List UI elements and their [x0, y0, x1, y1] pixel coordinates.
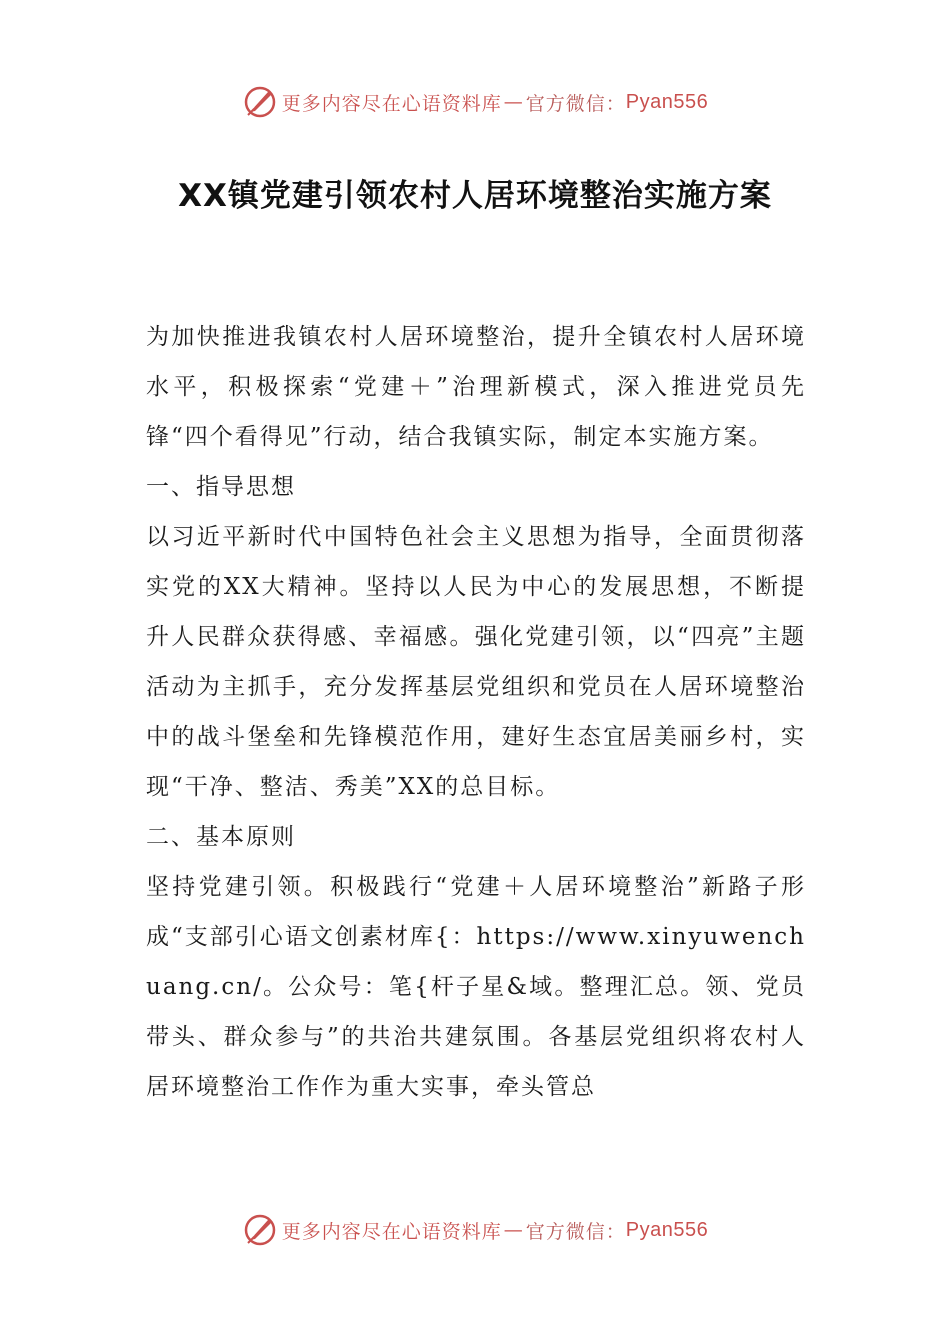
header-banner	[0, 80, 950, 124]
footer-banner	[0, 1208, 950, 1252]
banner-wechat-id: Pyan556	[625, 1218, 709, 1241]
banner-main-text: 更多内容尽在心语资料库	[281, 1220, 502, 1243]
section-heading-basic-principles: 二、基本原则	[146, 824, 296, 850]
banner-wechat-id: Pyan556	[625, 90, 709, 113]
document-title: XX镇党建引领农村人居环境整治实施方案	[178, 178, 772, 214]
document-body	[146, 312, 806, 1112]
quill-logo-icon	[242, 84, 278, 120]
banner-wechat-label: 官方微信：	[525, 1220, 626, 1243]
banner-wechat-label: 官方微信：	[525, 92, 626, 115]
guiding-thought-paragraph: 以习近平新时代中国特色社会主义思想为指导，全面贯彻落实党的XX大精神。坚持以人民为中心的发展思想，不断提升人民群众获得感、幸福感。强化党建引领，以“四亮”主题活动为主抓手，充分发挥基层党组织和党员在人居环境整治中的战斗堡垒和先锋模范作用，建好生态宜居美丽乡村，实现“干净、整洁、秀美”XX的总目标。	[146, 524, 806, 800]
banner-separator: —	[503, 91, 524, 113]
banner-main-text: 更多内容尽在心语资料库	[281, 92, 502, 115]
banner-separator: —	[503, 1219, 524, 1241]
section-heading-guiding-thought: 一、指导思想	[146, 474, 296, 500]
basic-principles-paragraph: 坚持党建引领。积极践行“党建＋人居环境整治”新路子形成“支部引心语文创素材库{：https://www.xinyuwenchuang.cn/。公众号：笔{杆子星&域。整理汇总。领、党员带头、群众参与”的共治共建氛围。各基层党组织将农村人居环境整治工作作为重大实事，牵头管总	[146, 874, 806, 1100]
quill-logo-icon	[242, 1212, 278, 1248]
intro-paragraph: 为加快推进我镇农村人居环境整治，提升全镇农村人居环境水平，积极探索“党建＋”治理新模式，深入推进党员先锋“四个看得见”行动，结合我镇实际，制定本实施方案。	[146, 324, 806, 450]
